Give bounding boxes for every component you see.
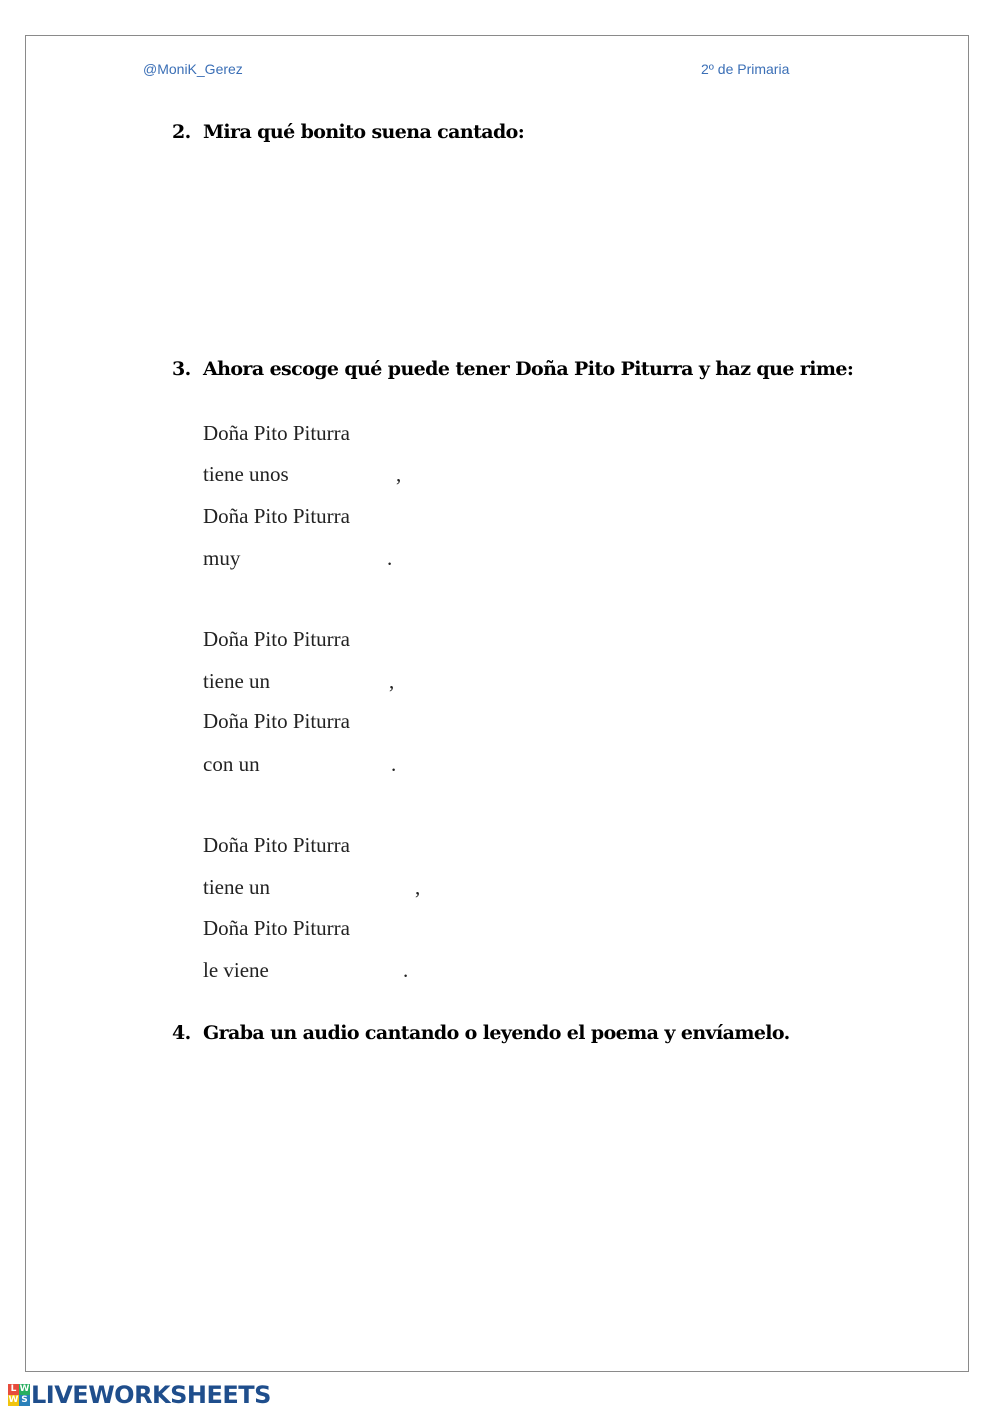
question-4-text: Graba un audio cantando o leyendo el poema y envíamelo. (203, 1022, 790, 1044)
stanza1-line2: tiene unos (203, 462, 289, 486)
blank-stanza1-line4[interactable] (250, 547, 388, 575)
liveworksheets-logo-text: LIVEWORKSHEETS (31, 1381, 271, 1409)
stanza1-period: . (387, 546, 393, 570)
stanza1-line4: muy (203, 546, 241, 570)
liveworksheets-logo[interactable] (8, 1381, 271, 1409)
header-grade: 2º de Primaria (701, 61, 790, 77)
stanza2-period: . (391, 752, 397, 776)
question-3 (172, 358, 853, 380)
stanza3-line3: Doña Pito Piturra (203, 916, 350, 940)
header-author: @MoniK_Gerez (143, 61, 243, 77)
stanza2-comma: , (389, 669, 395, 693)
stanza2-line4: con un (203, 752, 260, 776)
stanza1-line3: Doña Pito Piturra (203, 504, 350, 528)
blank-stanza3-line2[interactable] (286, 876, 416, 904)
stanza1-comma: , (396, 462, 402, 486)
stanza2-line1: Doña Pito Piturra (203, 627, 350, 651)
liveworksheets-logo-icon: L W W S (8, 1384, 30, 1405)
stanza3-line4: le viene (203, 958, 269, 982)
question-3-text: Ahora escoge qué puede tener Doña Pito Piturra y haz que rime: (203, 358, 854, 380)
blank-stanza1-line2[interactable] (306, 463, 396, 491)
stanza3-line1: Doña Pito Piturra (203, 833, 350, 857)
question-2-text: Mira qué bonito suena cantado: (203, 121, 525, 143)
stanza3-period: . (403, 958, 409, 982)
worksheet-page (25, 35, 969, 1372)
question-2 (172, 121, 524, 143)
blank-stanza3-line4[interactable] (280, 959, 404, 987)
question-4-number: 4. (172, 1022, 191, 1044)
question-3-number: 3. (172, 358, 191, 380)
stanza2-line2: tiene un (203, 669, 271, 693)
stanza1-line1: Doña Pito Piturra (203, 421, 350, 445)
blank-stanza2-line2[interactable] (286, 670, 390, 698)
question-4 (172, 1022, 790, 1044)
stanza2-line3: Doña Pito Piturra (203, 709, 350, 733)
blank-stanza2-line4[interactable] (274, 753, 392, 781)
question-2-number: 2. (172, 121, 191, 143)
stanza3-line2: tiene un (203, 875, 271, 899)
stanza3-comma: , (415, 875, 421, 899)
